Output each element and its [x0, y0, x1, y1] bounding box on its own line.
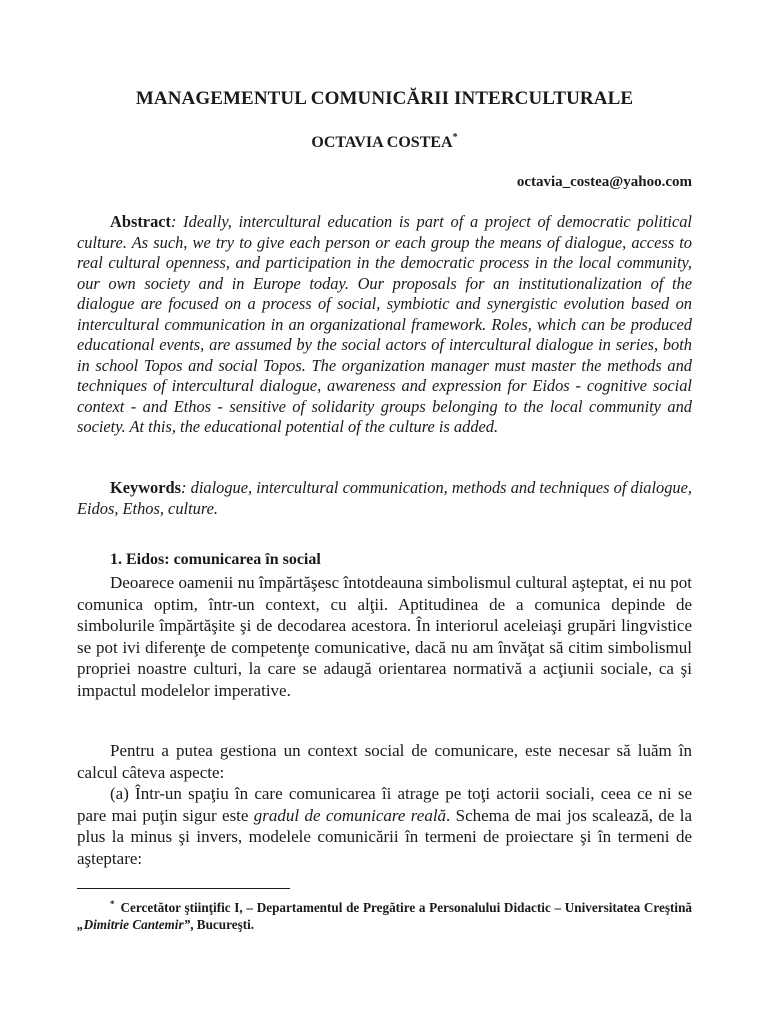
keywords-label: Keywords	[110, 478, 182, 497]
author-email: octavia_costea@yahoo.com	[516, 174, 692, 190]
footnote-university-name: „Dimitrie Cantemir”	[77, 917, 191, 932]
body-paragraph-3-text-a: (a) Într-un spaţiu în care comunicarea îi atrage pe toţi actorii sociali, ceea ce ni se pare mai puţin sigur este	[77, 784, 692, 825]
keywords	[77, 478, 692, 519]
footnote-text-a: Cercetător ştiinţific I, – Departamentul de Pregătire a Personalului Didactic – Universitatea Creştină	[120, 900, 692, 915]
footnote	[77, 899, 692, 933]
abstract-text: Ideally, intercultural education is part of a project of democratic political culture. As such, we try to give each person or each group the means of dialogue, access to real cultural openness, and participation in the democratic process in the local community, our own society and in Europe today. Our proposals for an institutionalization of the dialogue are focused on a process of social, symbiotic and synergistic evolution based on intercultural communication in an organizational framework. Roles, which can be produced educational events, are assumed by the social actors of intercultural dialogue in series, both in school Topos and social Topos. The organization manager must master the methods and techniques of intercultural dialogue, awareness and expression for Eidos - cognitive social context - and Ethos - sensitive of solidarity groups belonging to the local community and society. At this, the educational potential of the culture is added.	[77, 212, 692, 436]
abstract-label: Abstract	[110, 212, 171, 231]
section-heading: 1. Eidos: comunicarea în social	[110, 551, 321, 568]
abstract	[77, 212, 692, 438]
body-paragraph-2: Pentru a putea gestiona un context social de comunicare, este necesar să luăm în calcul câteva aspecte:	[77, 741, 692, 782]
keywords-separator: :	[181, 478, 191, 497]
body-paragraph-3-emphasis: gradul de comunicare reală	[253, 805, 447, 825]
footnote-text-b: , Bucureşti.	[190, 917, 255, 932]
body-paragraph-1: Deoarece oamenii nu împărtăşesc întotdeauna simbolismul cultural aşteptat, ei nu pot comunica optim, într-un context, cu alţii. Aptitudinea de a comunica depinde de simbolurile împărtăşite şi de decodarea acestora. În interiorul aceleiaşi grupări lingvistice se pot ivi diferenţe de competenţe comunicative, dacă nu am învăţat să citim simbolismul propriei noastre culturi, la care se adaugă orientarea normativă a acţiunii sociale, ca şi impactul modelelor imperative.	[77, 573, 692, 700]
paper-title: MANAGEMENTUL COMUNICĂRII INTERCULTURALE	[135, 88, 634, 109]
abstract-separator: :	[171, 212, 184, 231]
footnote-separator	[77, 888, 290, 889]
body-paragraph-3	[77, 783, 692, 869]
keywords-text: dialogue, intercultural communication, methods and techniques of dialogue, Eidos, Ethos, culture.	[77, 478, 692, 518]
paper-page	[77, 0, 692, 1024]
author-name	[77, 134, 692, 152]
footnote-marker: *	[110, 899, 115, 909]
author-footnote-marker[interactable]: *	[452, 132, 458, 143]
body-paragraph-3-text-b: . Schema de mai jos scalează, de la plus la minus şi invers, modelele comunicării în termeni de proiectare şi în termeni de aşteptare:	[77, 805, 692, 868]
author-name-text: OCTAVIA COSTEA	[311, 134, 453, 151]
